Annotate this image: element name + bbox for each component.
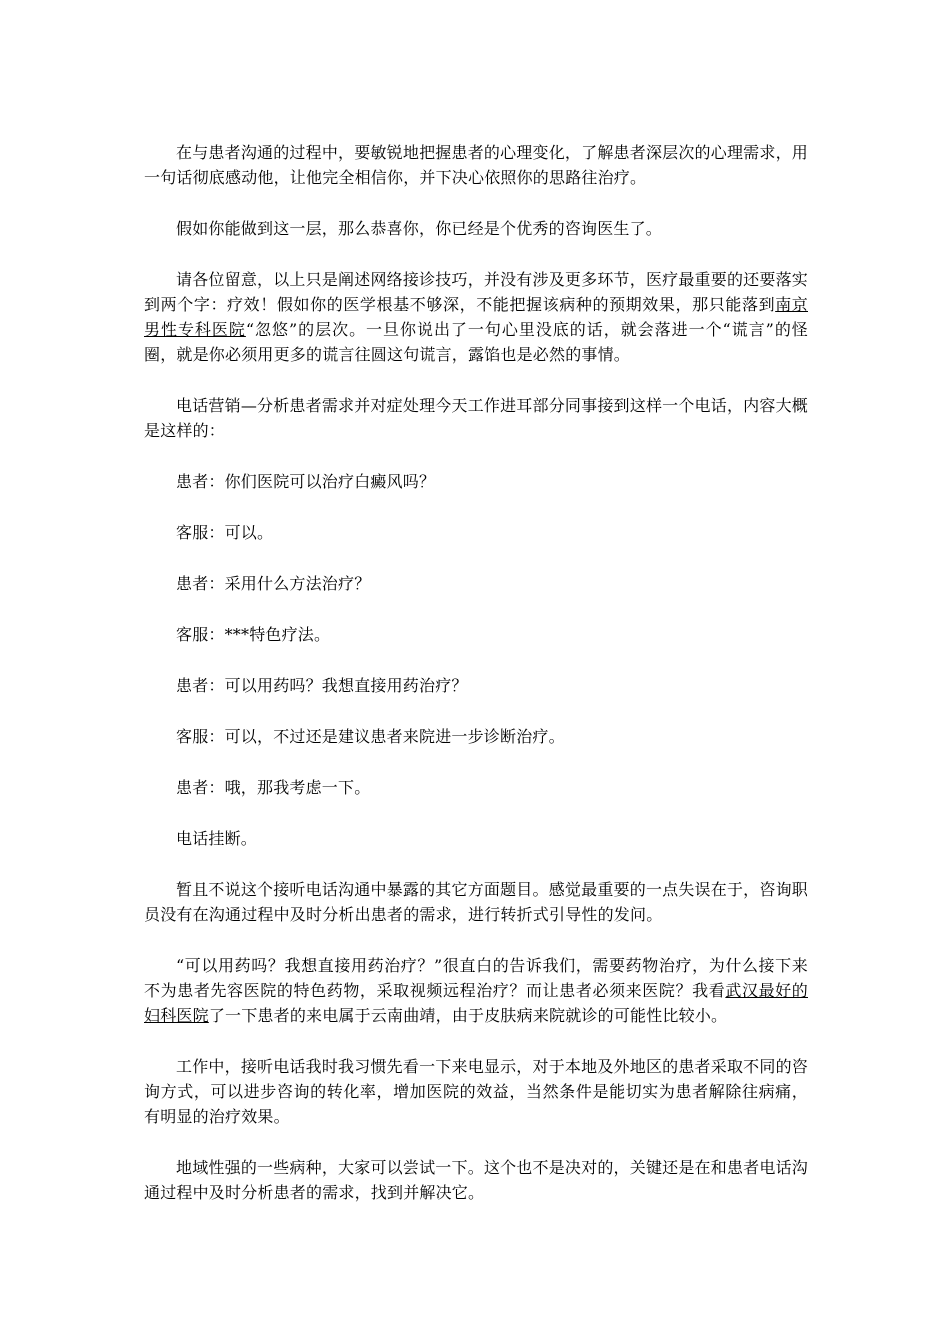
paragraph-medication-text-1: “可以用药吗？我想直接用药治疗？”很直白的告诉我们，需要药物治疗，为什么接下来不为患者先容医院的特色药物，采取视频远程治疗？而让患者必须来医院？我看 — [144, 956, 808, 1000]
dialog-line-5: 患者：可以用药吗？我想直接用药治疗？ — [176, 676, 468, 695]
paragraph-medication — [144, 953, 808, 1028]
paragraph-congrats: 假如你能做到这一层，那么恭喜你，你已经是个优秀的咨询医生了。 — [176, 219, 663, 238]
link-wuhan-hospital[interactable]: 武汉最好的妇科医院 — [144, 981, 808, 1025]
paragraph-medication-text-2: 了一下患者的来电属于云南曲靖，由于皮肤病来院就诊的可能性比较小。 — [208, 1006, 728, 1025]
paragraph-phone-marketing: 电话营销—分析患者需求并对症处理今天工作进耳部分同事接到这样一个电话，内容大概是这样的： — [144, 396, 808, 440]
dialog-line-4: 客服：***特色疗法。 — [176, 625, 331, 644]
paragraph-empathy: 在与患者沟通的过程中，要敏锐地把握患者的心理变化，了解患者深层次的心理需求，用一句话彻底感动他，让他完全相信你，并下决心依照你的思路往治疗。 — [144, 143, 808, 187]
link-nanjing-hospital[interactable]: 南京男性专科医院 — [144, 295, 808, 339]
paragraph-caller-id: 工作中，接听电话我时我习惯先看一下来电显示，对于本地及外地区的患者采取不同的咨询方式，可以进步咨询的转化率，增加医院的效益，当然条件是能切实为患者解除往病痛，有明显的治疗效果。 — [144, 1057, 808, 1126]
paragraph-efficacy — [144, 267, 808, 367]
dialog-line-1: 患者：你们医院可以治疗白癜风吗？ — [176, 472, 436, 491]
dialog-line-3: 患者：采用什么方法治疗？ — [176, 574, 371, 593]
paragraph-analysis: 暂且不说这个接听电话沟通中暴露的其它方面题目。感觉最重要的一点失误在于，咨询职员没有在沟通过程中及时分析出患者的需求，进行转折式引导性的发问。 — [144, 880, 808, 924]
paragraph-efficacy-text-2: “忽悠”的层次。一旦你说出了一句心里没底的话，就会落进一个“谎言”的怪圈，就是你必须用更多的谎言往圆这句谎言，露馅也是必然的事情。 — [144, 320, 808, 364]
paragraph-efficacy-text-1: 请各位留意，以上只是阐述网络接诊技巧，并没有涉及更多环节，医疗最重要的还要落实到两个字：疗效！假如你的医学根基不够深，不能把握该病种的预期效果，那只能落到 — [144, 270, 808, 314]
document-body — [144, 140, 808, 1231]
paragraph-hang-up: 电话挂断。 — [176, 829, 258, 848]
dialog-line-7: 患者：哦，那我考虑一下。 — [176, 778, 371, 797]
paragraph-regional: 地域性强的一些病种，大家可以尝试一下。这个也不是决对的，关键还是在和患者电话沟通过程中及时分析患者的需求，找到并解决它。 — [144, 1158, 808, 1202]
dialog-line-2: 客服：可以。 — [176, 523, 274, 542]
dialog-line-6: 客服：可以，不过还是建议患者来院进一步诊断治疗。 — [176, 727, 565, 746]
